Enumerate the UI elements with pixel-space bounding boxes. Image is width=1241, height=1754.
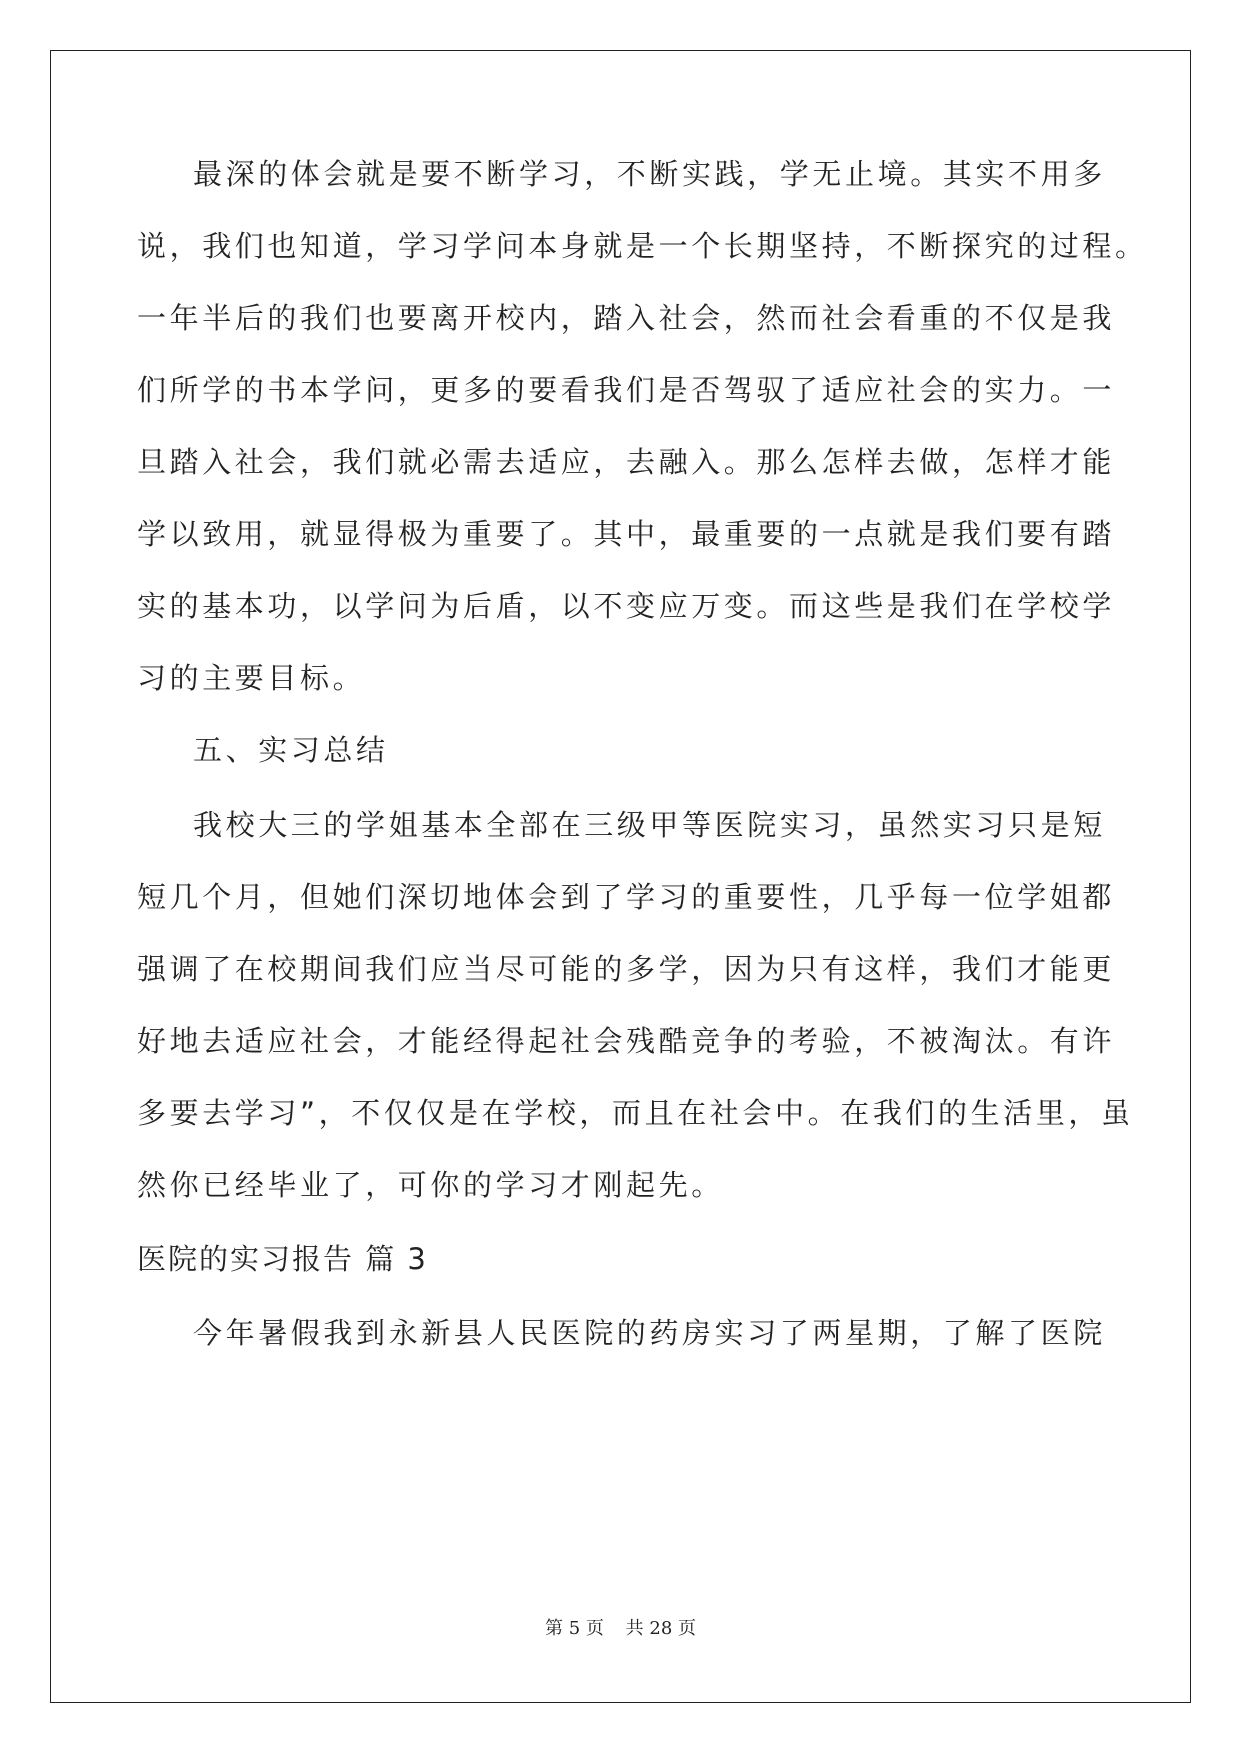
page-footer [0,1614,1241,1640]
paragraph-line: 强调了在校期间我们应当尽可能的多学，因为只有这样，我们才能更 [137,952,1116,986]
paragraph-line: 旦踏入社会，我们就必需去适应，去融入。那么怎样去做，怎样才能 [137,445,1116,479]
paragraph-line: 一年半后的我们也要离开校内，踏入社会，然而社会看重的不仅是我 [137,301,1116,335]
section-title: 医院的实习报告 篇 3 [137,1242,428,1276]
paragraph-line: 说，我们也知道，学习学问本身就是一个长期坚持，不断探究的过程。 [137,229,1148,263]
section-heading: 五、实习总结 [193,733,389,767]
paragraph-line: 学以致用，就显得极为重要了。其中，最重要的一点就是我们要有踏 [137,517,1116,551]
paragraph-line: 实的基本功，以学问为后盾，以不变应万变。而这些是我们在学校学 [137,589,1116,623]
paragraph-line: 今年暑假我到永新县人民医院的药房实习了两星期，了解了医院 [193,1316,1106,1350]
paragraph-line: 好地去适应社会，才能经得起社会残酷竞争的考验，不被淘汰。有许 [137,1024,1116,1058]
total-pages: 共 28 页 [625,1618,696,1639]
paragraph-line: 我校大三的学姐基本全部在三级甲等医院实习，虽然实习只是短 [193,808,1106,842]
page-number: 第 5 页 [545,1618,604,1639]
paragraph-line: 习的主要目标。 [137,661,366,695]
paragraph-line: 多要去学习”，不仅仅是在学校，而且在社会中。在我们的生活里，虽 [137,1096,1134,1130]
paragraph-line: 然你已经毕业了，可你的学习才刚起先。 [137,1168,724,1202]
paragraph-line: 们所学的书本学问，更多的要看我们是否驾驭了适应社会的实力。一 [137,373,1116,407]
paragraph-line: 最深的体会就是要不断学习，不断实践，学无止境。其实不用多 [193,157,1106,191]
paragraph-line: 短几个月，但她们深切地体会到了学习的重要性，几乎每一位学姐都 [137,880,1116,914]
